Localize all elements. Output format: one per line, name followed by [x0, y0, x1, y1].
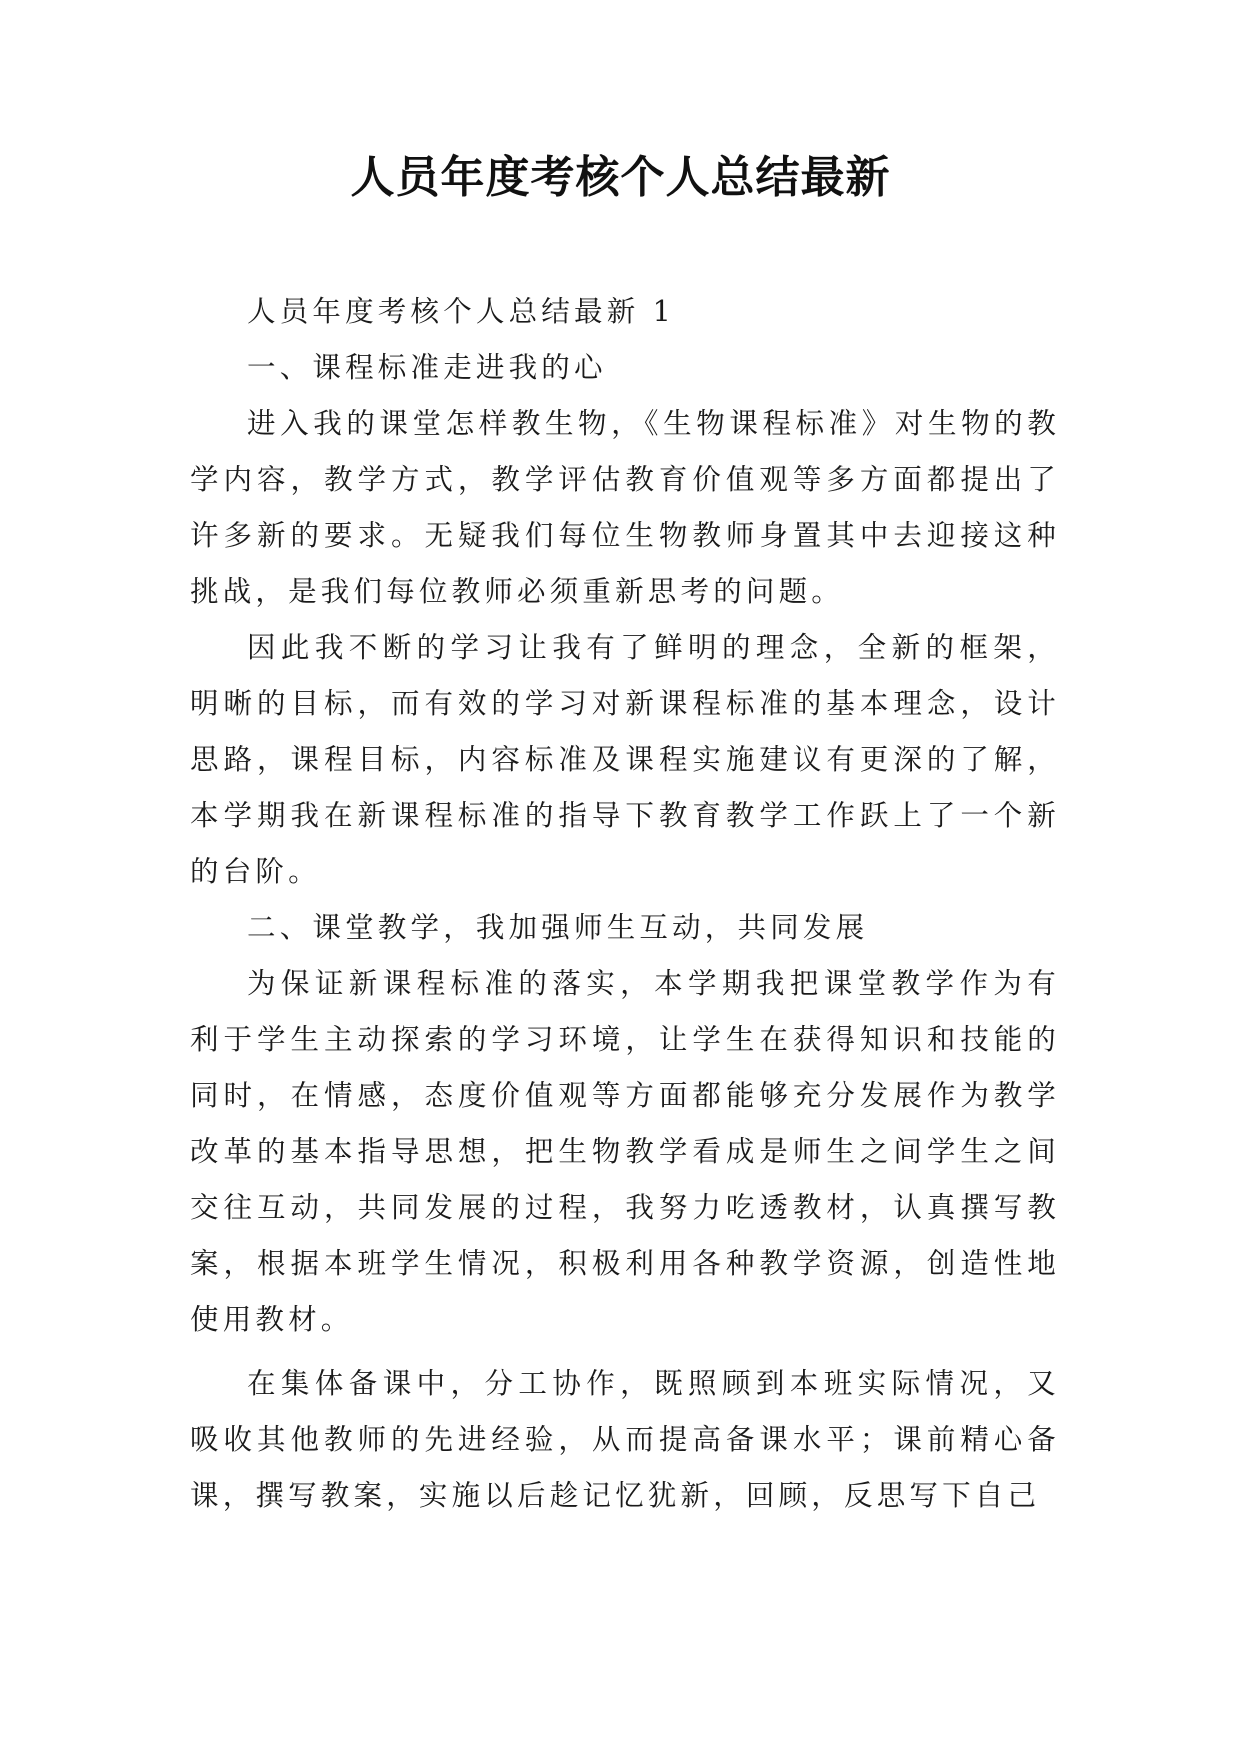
document-title: 人员年度考核个人总结最新: [350, 152, 891, 203]
paragraph-2: 因此我不断的学习让我有了鲜明的理念，全新的框架，明晰的目标，而有效的学习对新课程标准的基本理念，设计思路，课程目标，内容标准及课程实施建议有更深的了解，本学期我在新课程标准的指导下教育教学工作跃上了一个新的台阶。: [190, 631, 1060, 888]
document-subtitle: 人员年度考核个人总结最新 1: [247, 295, 675, 328]
section-2-heading: 二、课堂教学，我加强师生互动，共同发展: [247, 911, 869, 944]
section-1-heading: 一、课程标准走进我的心: [247, 351, 607, 384]
document-body: [190, 284, 1060, 1524]
paragraph-4: 在集体备课中，分工协作，既照顾到本班实际情况，又吸收其他教师的先进经验，从而提高备课水平；课前精心备课，撰写教案，实施以后趁记忆犹新，回顾，反思写下自己: [190, 1367, 1060, 1512]
paragraph-3: 为保证新课程标准的落实，本学期我把课堂教学作为有利于学生主动探索的学习环境，让学生在获得知识和技能的同时，在情感，态度价值观等方面都能够充分发展作为教学改革的基本指导思想，把生物教学看成是师生之间学生之间交往互动，共同发展的过程，我努力吃透教材，认真撰写教案，根据本班学生情况，积极利用各种教学资源，创造性地使用教材。: [190, 967, 1060, 1336]
paragraph-1: 进入我的课堂怎样教生物，《生物课程标准》对生物的教学内容，教学方式，教学评估教育价值观等多方面都提出了许多新的要求。无疑我们每位生物教师身置其中去迎接这种挑战，是我们每位教师必须重新思考的问题。: [190, 407, 1060, 608]
